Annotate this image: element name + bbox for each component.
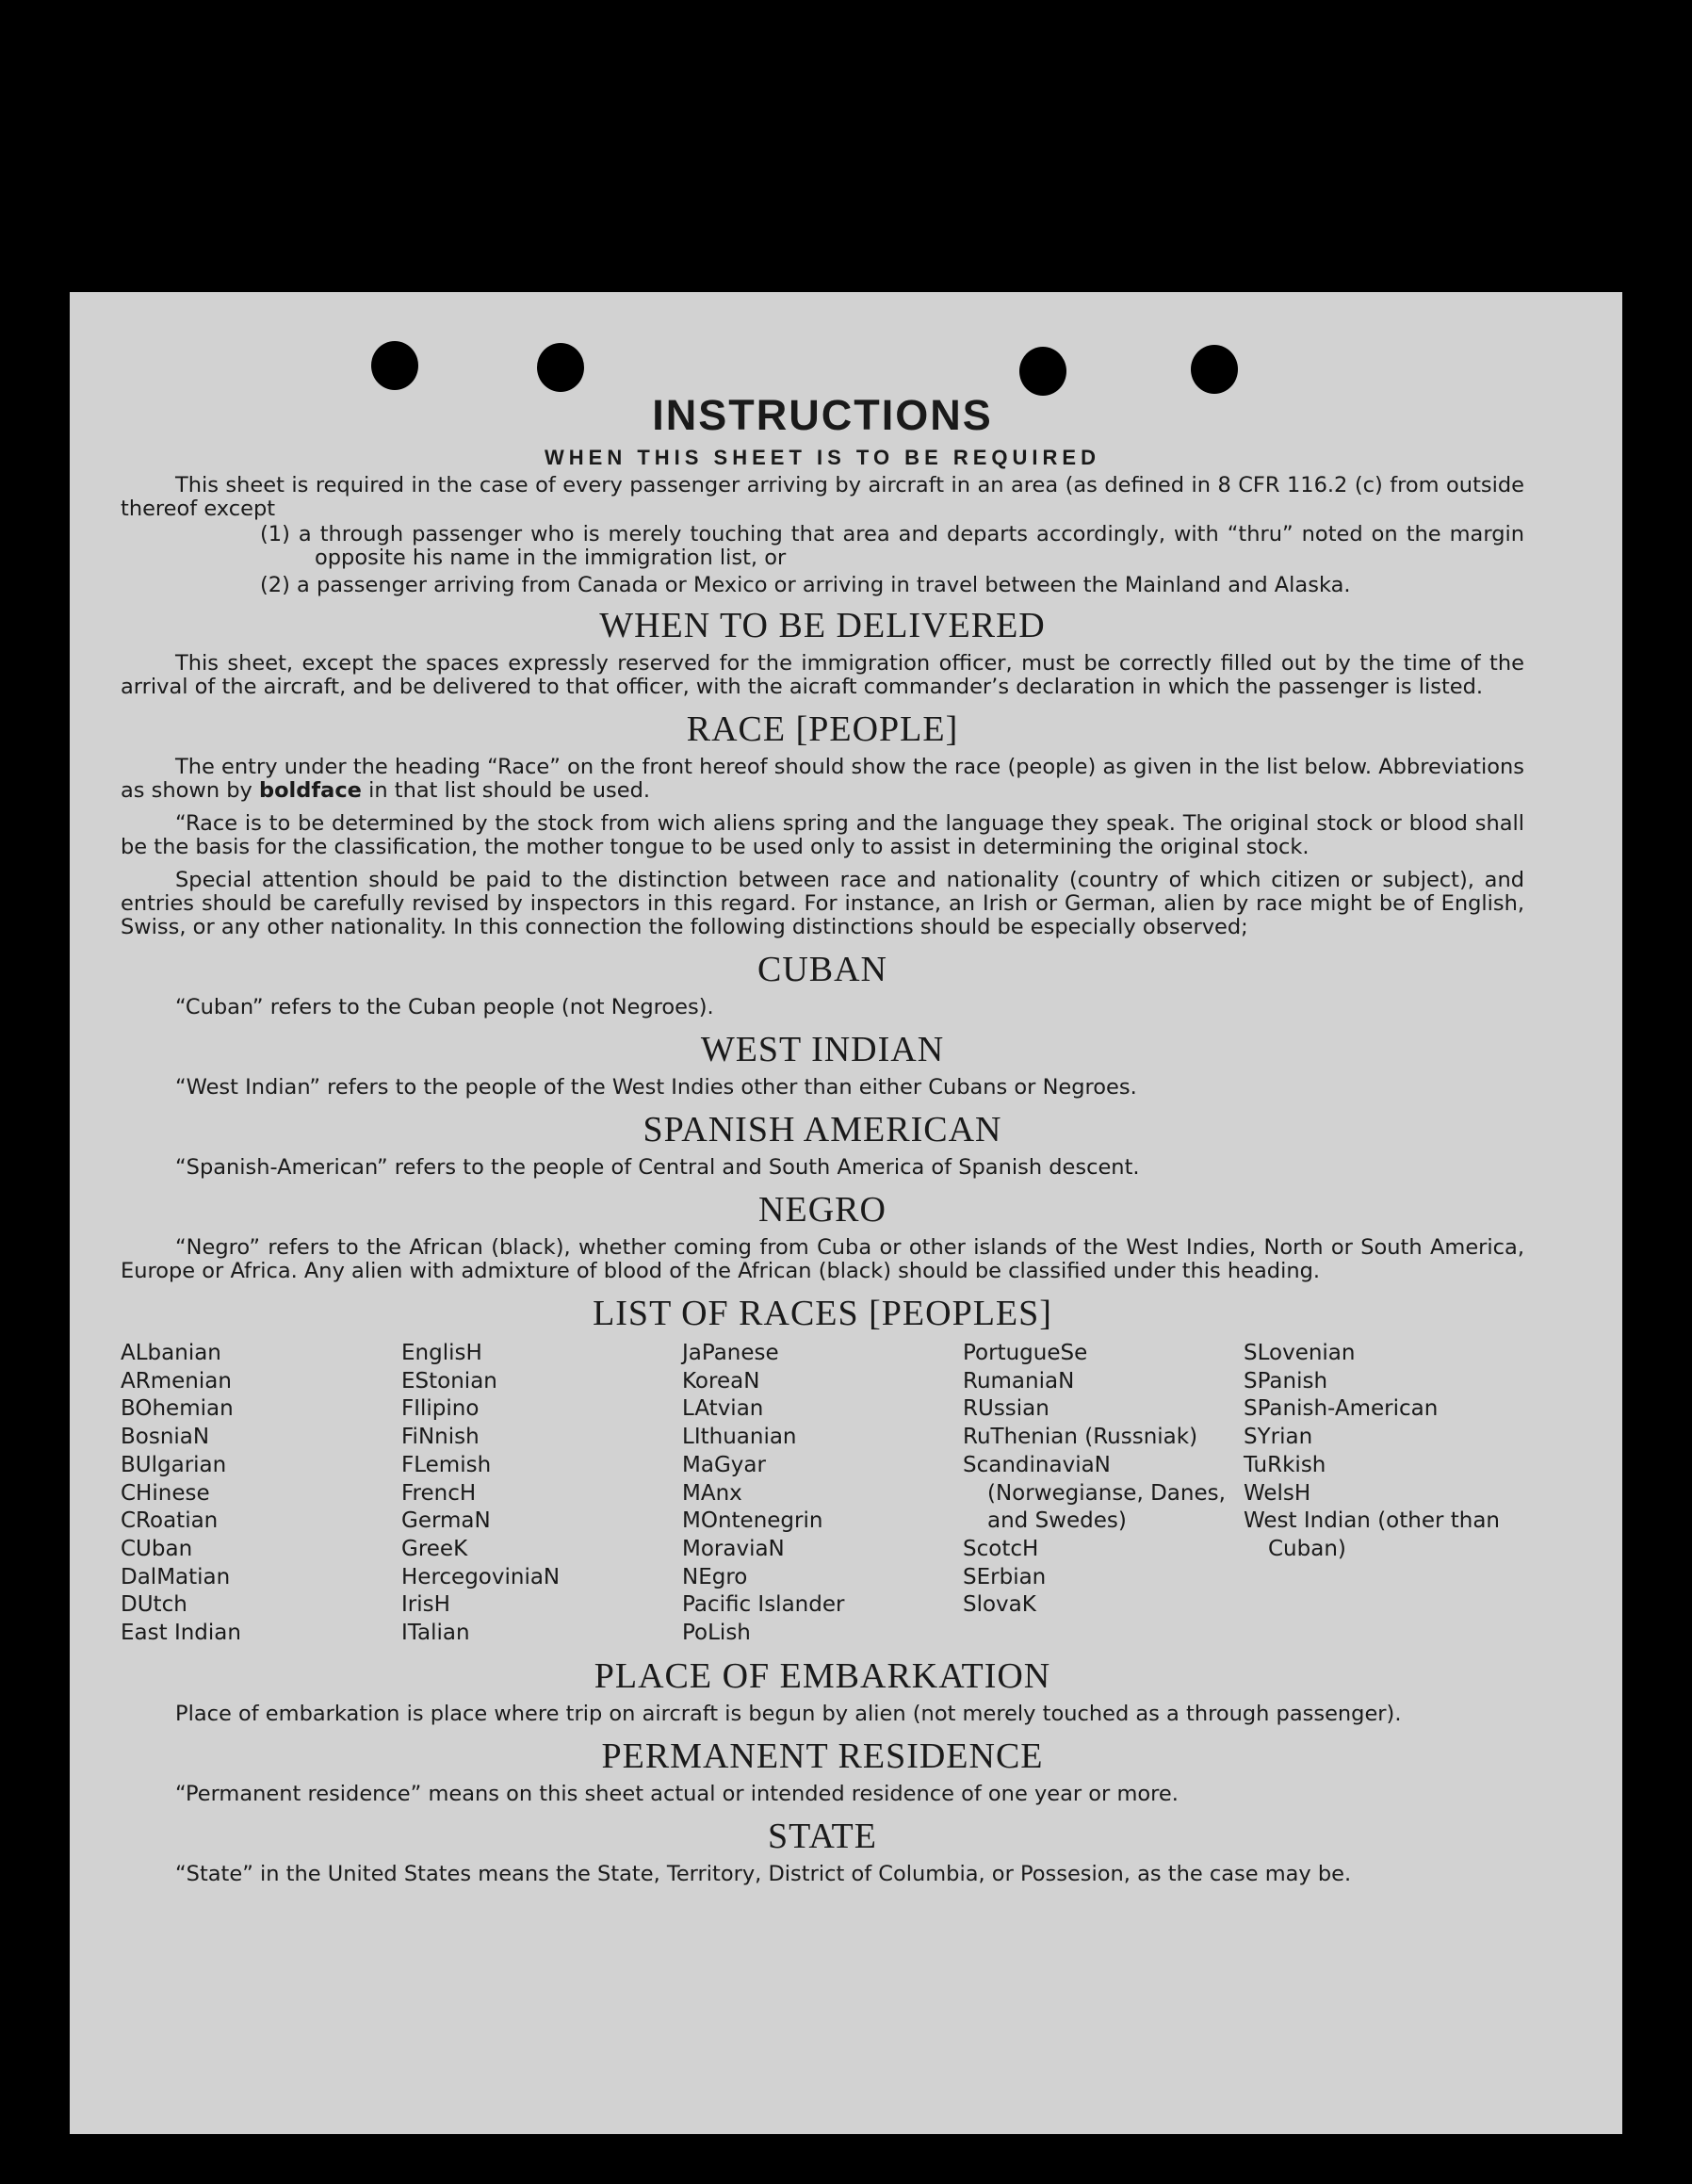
section-heading-embarkation: PLACE OF EMBARKATION [594,1655,1051,1696]
list-item: LAtvian [682,1396,764,1422]
section-heading-races-list: LIST OF RACES [PEOPLES] [593,1294,1052,1333]
punch-hole [1019,347,1066,396]
boldface-term: boldface [258,778,362,803]
list-item: PoLish [682,1621,751,1646]
list-item: BosniaN [121,1425,210,1450]
sheet-content [121,391,1524,1896]
exception-item: (1) a through passenger who is merely touching that area and departs accordingly, with “thru” noted on the margin opposite his name in the immigration list, or [260,522,1524,570]
section-heading-delivery: WHEN TO BE DELIVERED [599,606,1046,645]
section-heading-residence: PERMANENT RESIDENCE [601,1736,1044,1776]
list-item: RUssian [963,1396,1049,1422]
list-item: MAnx [682,1480,742,1506]
list-item: PortugueSe [963,1341,1088,1365]
list-item: DalMatian [121,1564,231,1589]
list-item: CRoatian [121,1508,219,1534]
punch-hole [1191,345,1238,394]
list-item: FIlipino [401,1396,480,1422]
list-item: EStonian [401,1368,497,1394]
punch-hole [371,341,418,390]
list-item: ITalian [401,1621,470,1646]
list-item: FLemish [401,1452,492,1477]
list-item: MoraviaN [682,1536,785,1561]
page-title: INSTRUCTIONS [652,391,993,439]
embarkation-paragraph: Place of embarkation is place where trip on aircraft is begun by alien (not merely touched as a through passenger). [175,1701,1402,1726]
list-item: BOhemian [121,1396,234,1422]
list-item: MOntenegrin [682,1508,823,1534]
section-heading-spanish-american: SPANISH AMERICAN [643,1110,1002,1149]
list-item: RumaniaN [963,1368,1075,1394]
cuban-paragraph: “Cuban” refers to the Cuban people (not Negroes). [175,995,714,1019]
list-item: ARmenian [121,1368,232,1394]
races-column [1244,1340,1524,1648]
list-item: West Indian (other than Cuban) [1244,1508,1501,1561]
list-item: FiNnish [401,1425,480,1450]
section-heading-race: RACE [PEOPLE] [686,709,959,749]
list-item: SErbian [963,1564,1047,1589]
list-item: CHinese [121,1480,210,1506]
list-item: GreeK [401,1536,468,1561]
races-column [963,1340,1244,1648]
list-item: KoreaN [682,1368,760,1394]
list-item: SYrian [1244,1425,1313,1450]
delivery-paragraph: This sheet, except the spaces expressly reserved for the immigration officer, must be correctly filled out by the time of the arrival of the aircraft, and be delivered to that officer, with the aicraft commander’s declaration in which the passenger is listed. [121,651,1524,699]
list-item: SPanish [1244,1368,1328,1394]
list-item: NEgro [682,1564,748,1589]
list-item: FrencH [401,1480,477,1506]
list-item: JaPanese [682,1341,779,1365]
list-item: Pacific Islander [682,1592,845,1618]
intro-paragraph: This sheet is required in the case of every passenger arriving by aircraft in an area (as defined in 8 CFR 116.2 (c) from outside thereof except [121,473,1524,521]
instruction-sheet [70,292,1622,2134]
negro-paragraph: “Negro” refers to the African (black), whether coming from Cuba or other islands of the West Indies, North or South America, Europe or Africa. Any alien with admixture of blood of the African (black) should be classified under this heading. [121,1235,1524,1283]
section-heading-negro: NEGRO [758,1190,887,1230]
page-subtitle: WHEN THIS SHEET IS TO BE REQUIRED [545,446,1100,469]
west-indian-paragraph: “West Indian” refers to the people of the West Indies other than either Cubans or Negroes. [175,1075,1137,1100]
state-paragraph: “State” in the United States means the State, Territory, District of Columbia, or Possesion, as the case may be. [175,1861,1352,1886]
race-paragraph-3: Special attention should be paid to the distinction between race and nationality (country of which citizen or subject), and entries should be carefully revised by inspectors in this regard. For instance, an Irish or German, alien by race might be of English, Swiss, or any other nationality. In this connection the following distinctions should be especially observed; [121,868,1524,939]
list-item: BUlgarian [121,1452,227,1477]
race-paragraph-1: The entry under the heading “Race” on the front hereof should show the race (people) as given in the list below. Abbreviations as shown by boldface in that list should be used. [121,755,1524,803]
list-item: TuRkish [1244,1452,1326,1477]
list-item: East Indian [121,1621,241,1646]
list-item: SPanish-American [1244,1396,1439,1422]
races-list [121,1340,1524,1648]
residence-paragraph: “Permanent residence” means on this sheet actual or intended residence of one year or more. [175,1781,1179,1806]
list-item: LIthuanian [682,1425,797,1450]
races-column [401,1340,682,1648]
races-column [121,1340,401,1648]
section-heading-cuban: CUBAN [757,950,888,989]
list-item: GermaN [401,1508,491,1534]
exception-item: (2) a passenger arriving from Canada or Mexico or arriving in travel between the Mainland and Alaska. [260,573,1351,597]
spanish-american-paragraph: “Spanish-American” refers to the people of Central and South America of Spanish descent. [175,1155,1140,1180]
list-item: IrisH [401,1592,450,1618]
races-column [682,1340,963,1648]
list-item: RuThenian (Russniak) [963,1425,1198,1450]
list-item: SlovaK [963,1592,1036,1618]
list-item: CUban [121,1536,193,1561]
punch-hole [537,343,584,392]
list-item: EnglisH [401,1341,482,1365]
list-item: MaGyar [682,1452,766,1477]
section-heading-west-indian: WEST INDIAN [700,1030,945,1069]
list-item: SLovenian [1244,1341,1356,1365]
list-item: HercegoviniaN [401,1564,561,1589]
list-item: ScotcH [963,1536,1039,1561]
list-item: ALbanian [121,1341,221,1365]
section-heading-state: STATE [768,1816,877,1856]
list-item: DUtch [121,1592,187,1618]
race-paragraph-2: “Race is to be determined by the stock from wich aliens spring and the language they speak. The original stock or blood shall be the basis for the classification, the mother tongue to be used only to assist in determining the original stock. [121,811,1524,859]
list-item: ScandinaviaN (Norwegianse, Danes, and Swedes) [963,1452,1226,1534]
list-item: WelsH [1244,1480,1311,1506]
